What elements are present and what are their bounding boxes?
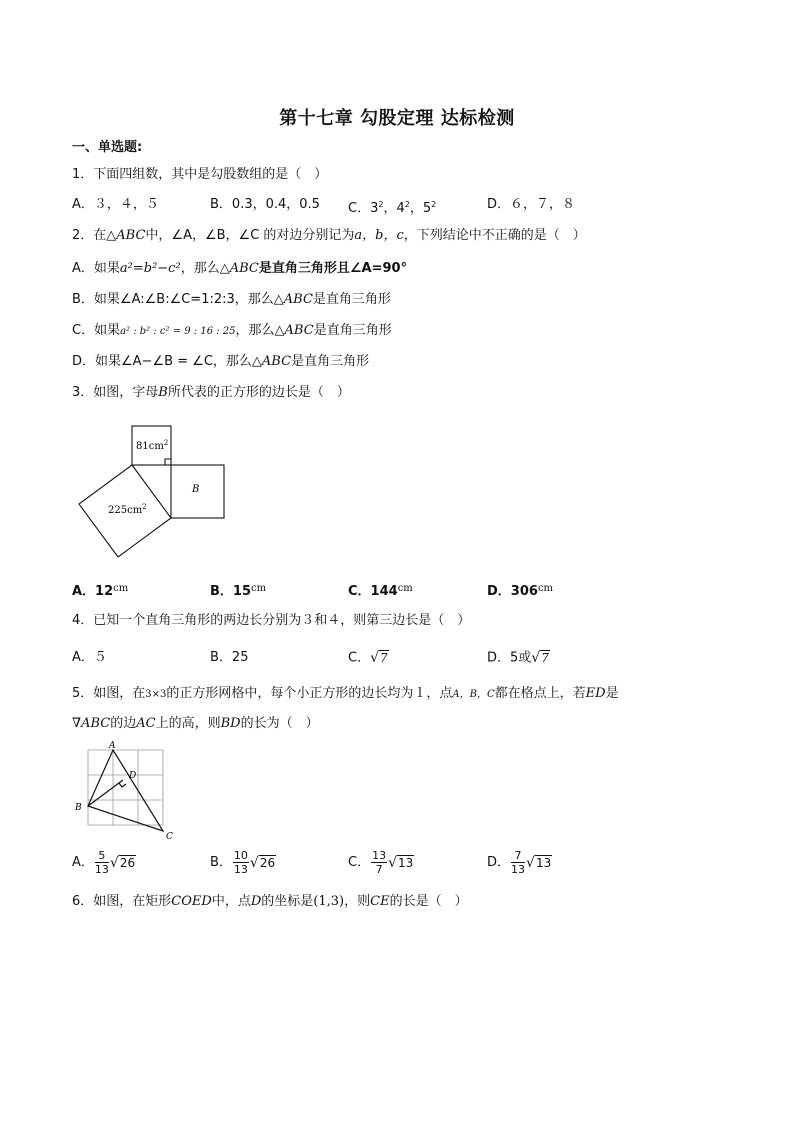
q3-option-c: C．$144^{cm}$ <box>348 583 413 599</box>
question-3-stem: 3．如图，字母B所代表的正方形的边长是（ ） <box>72 385 350 400</box>
page-title: 第十七章 勾股定理 达标检测 <box>279 108 515 129</box>
q5-option-c: C． $\frac{13}{7}$ √13 <box>348 849 414 876</box>
question-1-stem: 1．下面四组数，其中是勾股数组的是（ ） <box>72 167 328 182</box>
q1-option-d: D．６，７，８ <box>487 197 576 212</box>
q2-option-d: D．如果∠A−∠B = ∠C，那么△ABC是直角三角形 <box>72 354 370 369</box>
q5-point-b: B <box>75 803 82 813</box>
question-4-stem: 4．已知一个直角三角形的两边长分别为３和４，则第三边长是（ ） <box>72 613 471 628</box>
q5-point-c: C <box>166 832 173 842</box>
q4-option-d: D．5或√7 <box>487 650 549 666</box>
q5-grid-figure <box>72 740 184 844</box>
q2-option-a: A．如果a²=b²−c²，那么△ABC是直角三角形且∠A=90° <box>72 261 408 276</box>
q5-option-b: B． $\frac{10}{13}$ √26 <box>210 849 276 876</box>
q5-point-a: A <box>109 741 116 751</box>
q5-option-d: D． $\frac{7}{13}$ √13 <box>487 849 552 876</box>
q3-large-square-label: $225cm^2$ <box>108 503 147 516</box>
q5-point-d: D <box>129 771 137 781</box>
question-5-stem-line2: ∇ABC的边AC上的高，则BD的长为（ ） <box>72 716 319 731</box>
q4-option-a: A．５ <box>72 650 107 665</box>
q4-option-c: C．√7 <box>348 650 388 666</box>
q2-option-b: B．如果∠A:∠B:∠C=1:2:3，那么△ABC是直角三角形 <box>72 292 391 307</box>
q5-option-a: A． $\frac{5}{13}$ √26 <box>72 849 136 876</box>
q4-option-b: B．25 <box>210 650 249 665</box>
q1-option-c: C．$3^2$，$4^2$，$5^2$ <box>348 200 437 216</box>
q3-squares-figure <box>76 420 232 562</box>
q3-option-a: A．$12^{cm}$ <box>72 583 129 599</box>
q3-b-square-label: B <box>192 484 200 495</box>
q1-option-b: B．0.3，0.4，0.5 <box>210 197 320 212</box>
q3-small-square-label: $81cm^2$ <box>136 439 169 452</box>
question-2-stem: 2．在△ABC中，∠A，∠B，∠C 的对边分别记为a，b，c，下列结论中不正确的是（ ） <box>72 228 586 243</box>
q1-option-a: A．３，４，５ <box>72 197 159 212</box>
question-5-stem-line1: 5．如图，在3×3的正方形网格中，每个小正方形的边长均为１，点A，B，C都在格点上，若ED是 <box>72 686 619 701</box>
q2-option-c: C．如果a² : b² : c² = 9 : 16 : 25，那么△ABC是直角三角形 <box>72 323 392 338</box>
q3-option-b: B．$15^{cm}$ <box>210 583 267 599</box>
q3-option-d: D．$306^{cm}$ <box>487 583 554 599</box>
section-heading: 一、单选题: <box>72 140 143 155</box>
question-6-stem: 6．如图，在矩形COED中，点D的坐标是(1,3)，则CE的长是（ ） <box>72 894 468 909</box>
